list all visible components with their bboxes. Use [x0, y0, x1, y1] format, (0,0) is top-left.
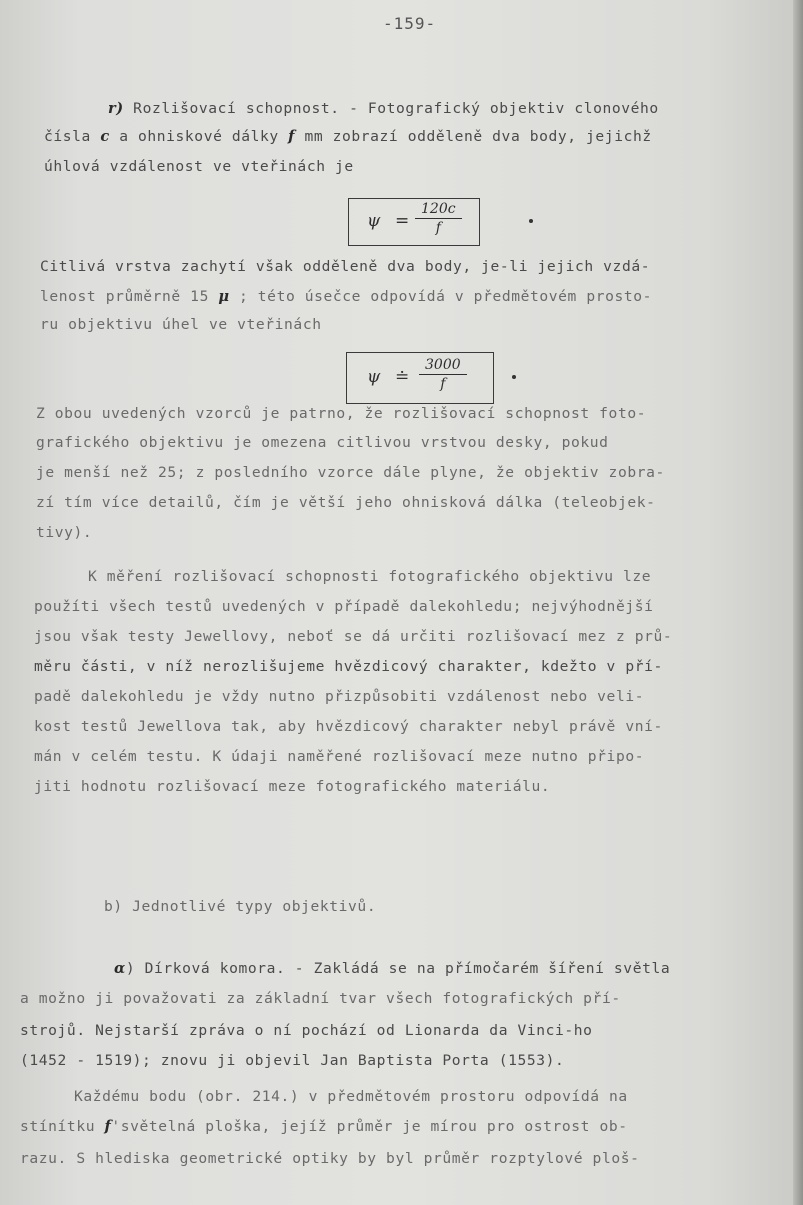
- text-line: K měření rozlišovací schopnosti fotografického objektivu lze: [88, 568, 652, 585]
- text-line: razu. S hlediska geometrické optiky by byl průměr rozptylové ploš-: [20, 1150, 640, 1167]
- formula-fraction: $\frac{120c}{f}$: [415, 201, 462, 236]
- section-heading: b) Jednotlivé typy objektivů.: [104, 898, 377, 915]
- text-line: Z obou uvedených vzorců je patrno, že rozlišovací schopnost foto-: [36, 405, 647, 422]
- formula-box: [348, 198, 480, 246]
- formula-fraction: $\frac{3000}{f}$: [419, 357, 467, 392]
- text-line: čísla c a ohniskové dálky f mm zobrazí odděleně dva body, jejichž: [44, 128, 652, 145]
- text-line: a možno ji považovati za základní tvar všech fotografických pří-: [20, 990, 621, 1007]
- text-line: Každému bodu (obr. 214.) v předmětovém prostoru odpovídá na: [74, 1088, 628, 1105]
- text-line: tivy).: [36, 524, 93, 541]
- text-line: použíti všech testů uvedených v případě dalekohledu; nejvýhodnější: [34, 598, 654, 615]
- text-line: mán v celém testu. K údaji naměřené rozlišovací meze nutno připo-: [34, 748, 645, 765]
- page-number: -159-: [383, 14, 437, 33]
- text-line: měru části, v níž nerozlišujeme hvězdicový charakter, kdežto v pří-: [34, 658, 663, 675]
- text-line: ru objektivu úhel ve vteřinách: [40, 316, 322, 333]
- text-line: kost testů Jewellova tak, aby hvězdicový charakter nebyl právě vní-: [34, 718, 663, 735]
- text-line: je menší než 25; z posledního vzorce dále plyne, že objektiv zobra-: [36, 464, 665, 481]
- text-line: (1452 - 1519); znovu ji objevil Jan Baptista Porta (1553).: [20, 1052, 565, 1069]
- text-line: padě dalekohledu je vždy nutno přizpůsobiti vzdálenost nebo veli-: [34, 688, 645, 705]
- page-edge-shadow: [793, 0, 803, 1205]
- formula-box: [346, 352, 494, 404]
- text-line: úhlová vzdálenost ve vteřinách je: [44, 158, 354, 175]
- formula-symbol: ψ: [367, 211, 381, 231]
- ink-dot: [512, 375, 516, 379]
- formula-equals: ≐: [395, 367, 410, 387]
- text-line: r) Rozlišovací schopnost. - Fotografický objektiv clonového: [108, 100, 659, 117]
- text-line: jiti hodnotu rozlišovací meze fotografického materiálu.: [34, 778, 551, 795]
- formula-equals: =: [395, 211, 410, 231]
- formula-symbol: ψ: [367, 367, 381, 387]
- text-line: strojů. Nejstarší zpráva o ní pochází od Lionarda da Vinci-ho: [20, 1022, 593, 1039]
- text-line: zí tím více detailů, čím je větší jeho ohnisková dálka (teleobjek-: [36, 494, 656, 511]
- text-line: jsou však testy Jewellovy, neboť se dá určiti rozlišovací mez z prů-: [34, 628, 673, 645]
- text-line: grafického objektivu je omezena citlivou vrstvou desky, pokud: [36, 434, 609, 451]
- text-line: α) Dírková komora. - Zakládá se na přímočarém šíření světla: [114, 960, 671, 977]
- ink-dot: [529, 219, 533, 223]
- text-line: stínítku f'světelná ploška, jejíž průměr je mírou pro ostrost ob-: [20, 1118, 628, 1135]
- text-line: lenost průměrně 15 μ ; této úsečce odpovídá v předmětovém prosto-: [40, 288, 653, 305]
- text-line: Citlivá vrstva zachytí však odděleně dva body, je-li jejich vzdá-: [40, 258, 651, 275]
